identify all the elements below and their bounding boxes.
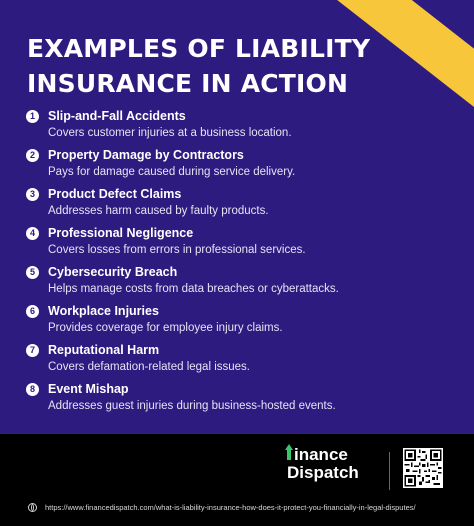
- qr-code-icon[interactable]: [403, 448, 443, 488]
- item-title: Reputational Harm: [48, 343, 160, 357]
- item-number-badge: 8: [26, 383, 39, 396]
- list-item: [26, 184, 456, 223]
- item-number-badge: 7: [26, 344, 39, 357]
- item-description: Pays for damage caused during service delivery.: [48, 166, 296, 178]
- item-title: Professional Negligence: [48, 226, 194, 240]
- item-description: Addresses harm caused by faulty products.: [48, 205, 269, 217]
- item-number-badge: 2: [26, 149, 39, 162]
- source-url[interactable]: https://www.financedispatch.com/what-is-liability-insurance-how-does-it-protect-you-financially-in-legal-disputes/: [45, 502, 416, 512]
- list-item: [26, 262, 456, 301]
- examples-list: [26, 106, 456, 418]
- list-item: [26, 145, 456, 184]
- item-description: Provides coverage for employee injury claims.: [48, 322, 283, 334]
- item-number-badge: 5: [26, 266, 39, 279]
- list-item: [26, 340, 456, 379]
- item-title: Slip-and-Fall Accidents: [48, 109, 186, 123]
- arrow-up-icon: [287, 446, 293, 460]
- title-line-1: EXAMPLES OF LIABILITY: [27, 34, 371, 63]
- list-item: [26, 223, 456, 262]
- globe-icon: [28, 503, 37, 512]
- brand-name-part-2: Dispatch: [287, 463, 359, 482]
- item-title: Property Damage by Contractors: [48, 148, 244, 162]
- item-title: Cybersecurity Breach: [48, 265, 178, 279]
- item-description: Helps manage costs from data breaches or cyberattacks.: [48, 283, 339, 295]
- brand-name-part-1: inance: [294, 445, 348, 464]
- item-description: Covers customer injuries at a business location.: [48, 127, 292, 139]
- item-description: Addresses guest injuries during business-hosted events.: [48, 400, 336, 412]
- source-url-row[interactable]: [28, 500, 416, 514]
- page-title: [27, 31, 370, 101]
- item-number-badge: 6: [26, 305, 39, 318]
- item-title: Workplace Injuries: [48, 304, 159, 318]
- list-item: [26, 301, 456, 340]
- item-number-badge: 4: [26, 227, 39, 240]
- footer: [0, 434, 474, 526]
- item-description: Covers losses from errors in professional services.: [48, 244, 306, 256]
- list-item: [26, 379, 456, 418]
- item-number-badge: 1: [26, 110, 39, 123]
- brand-line-1: [287, 446, 359, 464]
- item-number-badge: 3: [26, 188, 39, 201]
- item-description: Covers defamation-related legal issues.: [48, 361, 250, 373]
- title-line-2: INSURANCE IN ACTION: [27, 69, 349, 98]
- footer-divider: [389, 452, 390, 490]
- brand-logo[interactable]: [287, 446, 359, 482]
- item-title: Event Mishap: [48, 382, 129, 396]
- item-title: Product Defect Claims: [48, 187, 182, 201]
- list-item: [26, 106, 456, 145]
